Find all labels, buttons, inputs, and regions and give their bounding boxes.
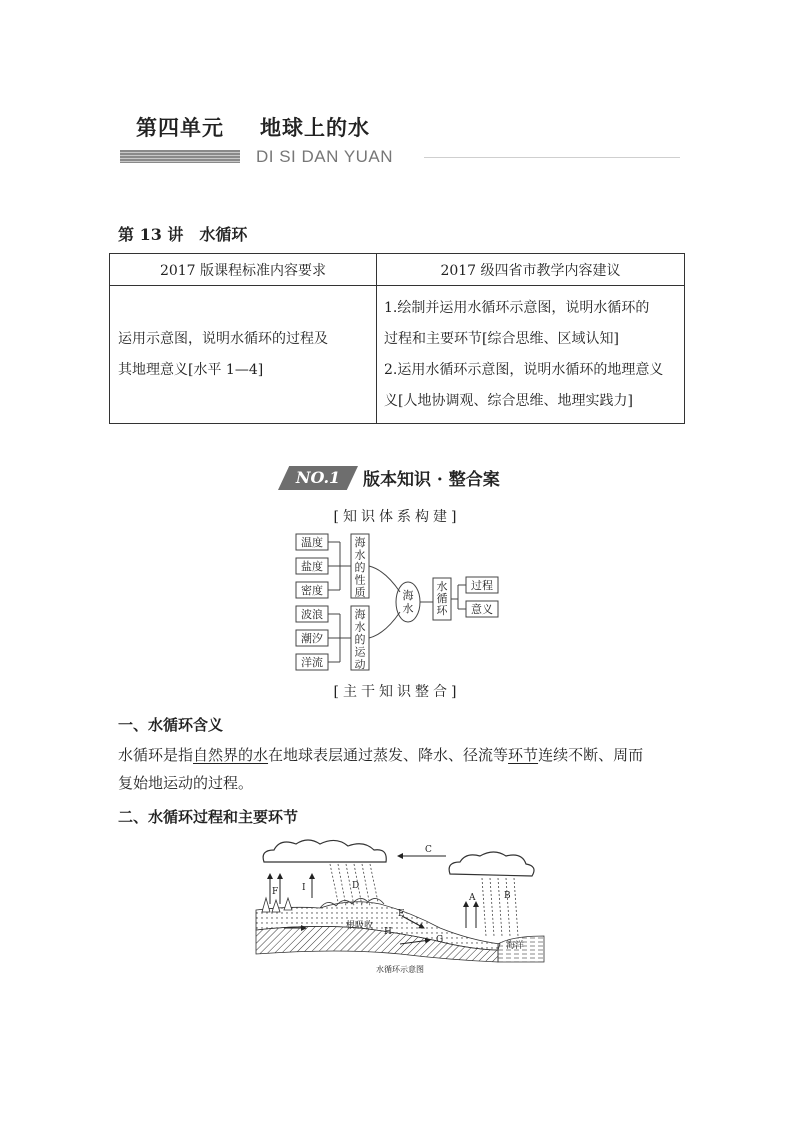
mindmap-cycle-item: 过程 <box>471 579 493 592</box>
mindmap-cycle-item: 意义 <box>471 603 493 616</box>
mindmap-connector <box>451 585 466 609</box>
label-e: E <box>398 909 405 919</box>
label-g: G <box>436 935 444 945</box>
text-run: 连续不断、周而 <box>538 746 644 764</box>
paragraph-line: 复始地运动的过程。 <box>118 774 254 792</box>
label-c: C <box>425 845 432 855</box>
mindmap-prop: 密度 <box>301 584 323 597</box>
definition-paragraph <box>118 741 678 797</box>
water-cycle-figure <box>250 836 550 976</box>
mindmap-connector <box>369 612 400 638</box>
mindmap-connector <box>328 542 351 590</box>
mindmap-connector <box>369 566 400 592</box>
cloud-right <box>449 852 534 876</box>
header-rule <box>424 157 680 158</box>
unit-pinyin: DI SI DAN YUAN <box>256 147 394 166</box>
label-h: H <box>384 927 392 937</box>
mindmap-cycle-label <box>437 579 449 617</box>
unit-heading <box>136 112 370 142</box>
knowledge-mindmap <box>290 530 510 672</box>
suggestion-line: 2.运用水循环示意图，说明水循环的地理意义 <box>384 361 664 378</box>
rain-right <box>482 878 518 936</box>
label-root: 根吸收 <box>346 921 374 931</box>
label-b: B <box>504 891 511 901</box>
label-i: I <box>302 883 306 893</box>
paragraph-line <box>118 741 678 769</box>
lecture-heading <box>118 222 247 245</box>
section-badge: NO.1 <box>295 468 341 487</box>
mindmap-motions-group-label-text: 海水的运动 <box>354 608 366 671</box>
standard-line: 运用示意图，说明水循环的过程及 <box>118 330 328 347</box>
mindmap-center-label <box>403 588 414 615</box>
unit-number: 第四单元 <box>136 115 224 140</box>
section-title: 版本知识 · 整合案 <box>363 470 500 490</box>
lecture-title: 水循环 <box>199 225 248 244</box>
label-ocean: 海洋 <box>506 941 525 951</box>
mindmap-props-group-label-text: 海水的性质 <box>354 536 366 599</box>
label-a: A <box>469 893 476 903</box>
mindmap-motion: 洋流 <box>301 656 323 669</box>
label-f: F <box>272 887 279 897</box>
unit-title: 地球上的水 <box>260 115 370 140</box>
table-cell-standard <box>110 286 377 424</box>
label-d: D <box>352 881 360 891</box>
decorative-bar <box>120 150 240 163</box>
underlined-term: 自然界的水 <box>193 746 269 764</box>
mindmap-motions-group-label <box>355 607 367 671</box>
cloud-left <box>263 840 386 862</box>
standard-line: 其地理意义[水平 1—4] <box>118 361 264 378</box>
table-header-standard: 2017 版课程标准内容要求 <box>110 254 377 286</box>
curriculum-table <box>109 253 685 424</box>
mindmap-motion: 潮汐 <box>301 632 323 645</box>
mindmap-motion: 波浪 <box>301 608 323 621</box>
subheading-main: [主干知识整合] <box>333 684 461 700</box>
subheading-system: [知识体系构建] <box>333 509 461 525</box>
suggestion-line: 过程和主要环节[综合思维、区域认知] <box>384 330 619 347</box>
table-header-suggestion: 2017 级四省市教学内容建议 <box>377 254 685 286</box>
table-cell-suggestion <box>377 286 685 424</box>
text-run: 水循环是指 <box>118 746 194 764</box>
suggestion-line: 1.绘制并运用水循环示意图，说明水循环的 <box>384 299 650 316</box>
trees <box>262 898 292 912</box>
section-heading: 二、水循环过程和主要环节 <box>118 808 299 826</box>
mindmap-cycle-label-text: 水循环 <box>436 580 448 617</box>
figure-caption: 水循环示意图 <box>376 965 424 974</box>
mindmap-prop: 盐度 <box>301 560 323 573</box>
underlined-term: 环节 <box>508 746 539 764</box>
lecture-number: 第 13 讲 <box>118 225 184 244</box>
mindmap-center-label-text: 海水 <box>402 589 414 615</box>
suggestion-line: 义[人地协调观、综合思维、地理实践力] <box>384 392 633 409</box>
mindmap-props-group-label <box>355 535 366 599</box>
mindmap-connector <box>328 614 351 662</box>
mindmap-prop: 温度 <box>301 536 323 549</box>
text-run: 在地球表层通过蒸发、降水、径流等 <box>268 746 509 764</box>
section-heading: 一、水循环含义 <box>118 716 224 734</box>
